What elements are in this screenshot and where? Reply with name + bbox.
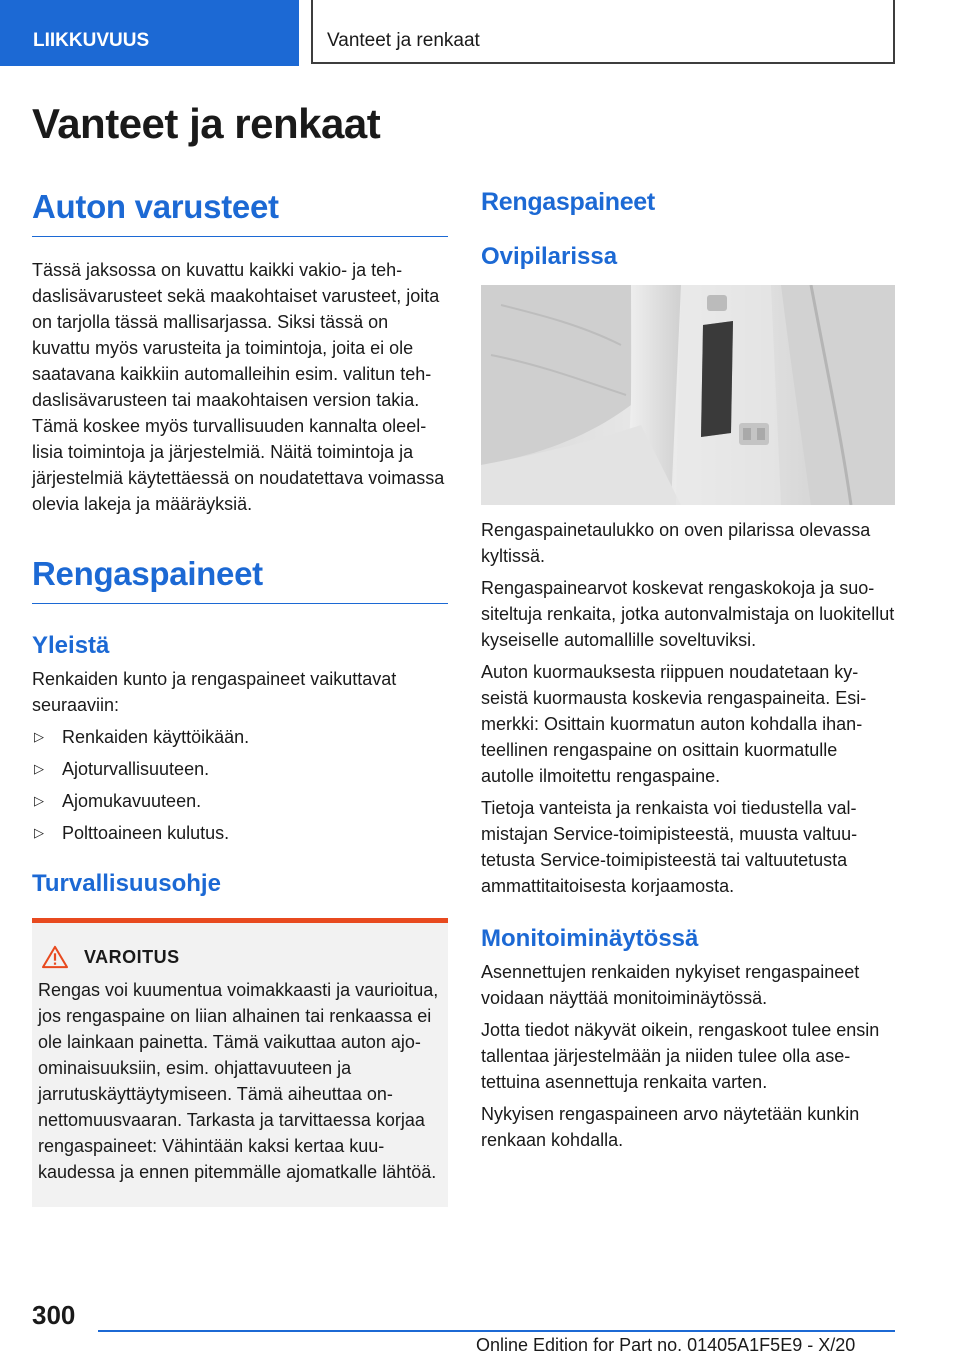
door-pillar-photo bbox=[481, 285, 895, 505]
page-title: Vanteet ja renkaat bbox=[32, 100, 381, 147]
subsection-title-safety: Turvallisuusohje bbox=[32, 870, 221, 897]
footer-edition-text: Online Edition for Part no. 01405A1F5E9 - X/20 bbox=[476, 1335, 856, 1355]
warning-text: Rengas voi kuumentua voimakkaasti ja vaurioitua, jos rengaspaine on liian alhainen tai renkaassa ei ole lainkaan painetta. Tämä vaikuttaa auton ajo-ominaisuuksiin, esim. ohjattavuuteen ja jarrutuskäyttäytymiseen. Tämä aiheuttaa onnettomuusvaaran. Tarkasta ja tarvittaessa korjaa rengaspaineet: Vähintään kaksi kertaa kuukaudessa ja ennen pitemmälle ajomatkalle lähtöä. bbox=[38, 980, 439, 1182]
right-paragraph-7: Nykyisen rengaspaineen arvo näytetään kunkin renkaan kohdalla. bbox=[481, 1104, 860, 1150]
header-section-tab[interactable]: LIIKKUVUUS bbox=[0, 0, 299, 66]
warning-title: VAROITUS bbox=[84, 946, 180, 967]
left-column bbox=[32, 188, 448, 1207]
list-item: ▷ Renkaiden käyttöikään. bbox=[32, 724, 448, 750]
list-item: ▷ Ajomukavuuteen. bbox=[32, 788, 448, 814]
equipment-paragraph: Tässä jaksossa on kuvattu kaikki vakio- ja tehdaslisävarusteet sekä maakohtaiset varusteet, joita on tarjolla tässä mallisarjassa. Siksi tässä on kuvattu myös varusteita ja toimintoja, joita ei ole saatavana kaikkiin automalleihin esim. valitun tehdaslisävarusteen tai maakohtaisen version takia. Tämä koskee myös turvallisuuden kannalta oleellisia toimintoja ja järjestelmiä. Näitä toimintoja ja järjestelmiä käytettäessä on noudatettava voimassa olevia lakeja ja määräyksiä. bbox=[32, 260, 445, 514]
subsection-title-door-pillar: Ovipilarissa bbox=[481, 243, 618, 270]
section-title-equipment: Auton varusteet bbox=[32, 188, 448, 237]
section-title-tire-pressure: Rengaspaineet bbox=[32, 555, 448, 604]
warning-triangle-icon bbox=[40, 945, 70, 969]
right-paragraph-3: Auton kuormauksesta riippuen noudatetaan kyseistä kuormausta koskevia rengaspaineita. Esimerkki: Osittain kuormatun auton kohdalla ihanteellinen rengaspaine on osittain kuormatulle autolle ilmoitettu rengaspaine. bbox=[481, 662, 867, 786]
door-pillar-image bbox=[481, 285, 895, 505]
section-title-tire-pressure-right: Rengaspaineet bbox=[481, 188, 655, 216]
footer-divider bbox=[98, 1330, 895, 1332]
page-number: 300 bbox=[32, 1300, 76, 1330]
right-paragraph-5: Asennettujen renkaiden nykyiset rengaspaineet voidaan näyttää monitoiminäytössä. bbox=[481, 962, 860, 1008]
list-item: ▷ Ajoturvallisuuteen. bbox=[32, 756, 448, 782]
triangle-bullet-icon: ▷ bbox=[34, 793, 44, 808]
header-chapter-tab[interactable]: Vanteet ja renkaat bbox=[311, 0, 895, 64]
warning-box bbox=[32, 918, 448, 1207]
right-column bbox=[481, 188, 895, 1153]
triangle-bullet-icon: ▷ bbox=[34, 761, 44, 776]
right-paragraph-2: Rengaspainearvot koskevat rengaskokoja ja suositeltuja renkaita, jotka autonvalmistaja on luokitellut kyseiselle automallille soveltuviksi. bbox=[481, 578, 895, 650]
subsection-title-general: Yleistä bbox=[32, 632, 110, 659]
list-item: ▷ Polttoaineen kulutus. bbox=[32, 820, 448, 846]
triangle-bullet-icon: ▷ bbox=[34, 825, 44, 840]
triangle-bullet-icon: ▷ bbox=[34, 729, 44, 744]
right-paragraph-4: Tietoja vanteista ja renkaista voi tiedustella valmistajan Service-toimipisteestä, muusta valtuutetusta Service-toimipisteestä tai valtuutetusta ammattitaitoisesta korjaamosta. bbox=[481, 798, 858, 896]
right-paragraph-6: Jotta tiedot näkyvät oikein, rengaskoot tulee ensin tallentaa järjestelmään ja niiden tulee olla asetettuina asennettuja renkaita varten. bbox=[481, 1020, 880, 1092]
general-paragraph: Renkaiden kunto ja rengaspaineet vaikuttavat seuraaviin: bbox=[32, 669, 397, 715]
right-paragraph-1: Rengaspainetaulukko on oven pilarissa olevassa kyltissä. bbox=[481, 520, 871, 566]
subsection-title-multifunction: Monitoiminäytössä bbox=[481, 925, 699, 952]
general-bullet-list bbox=[32, 724, 448, 846]
